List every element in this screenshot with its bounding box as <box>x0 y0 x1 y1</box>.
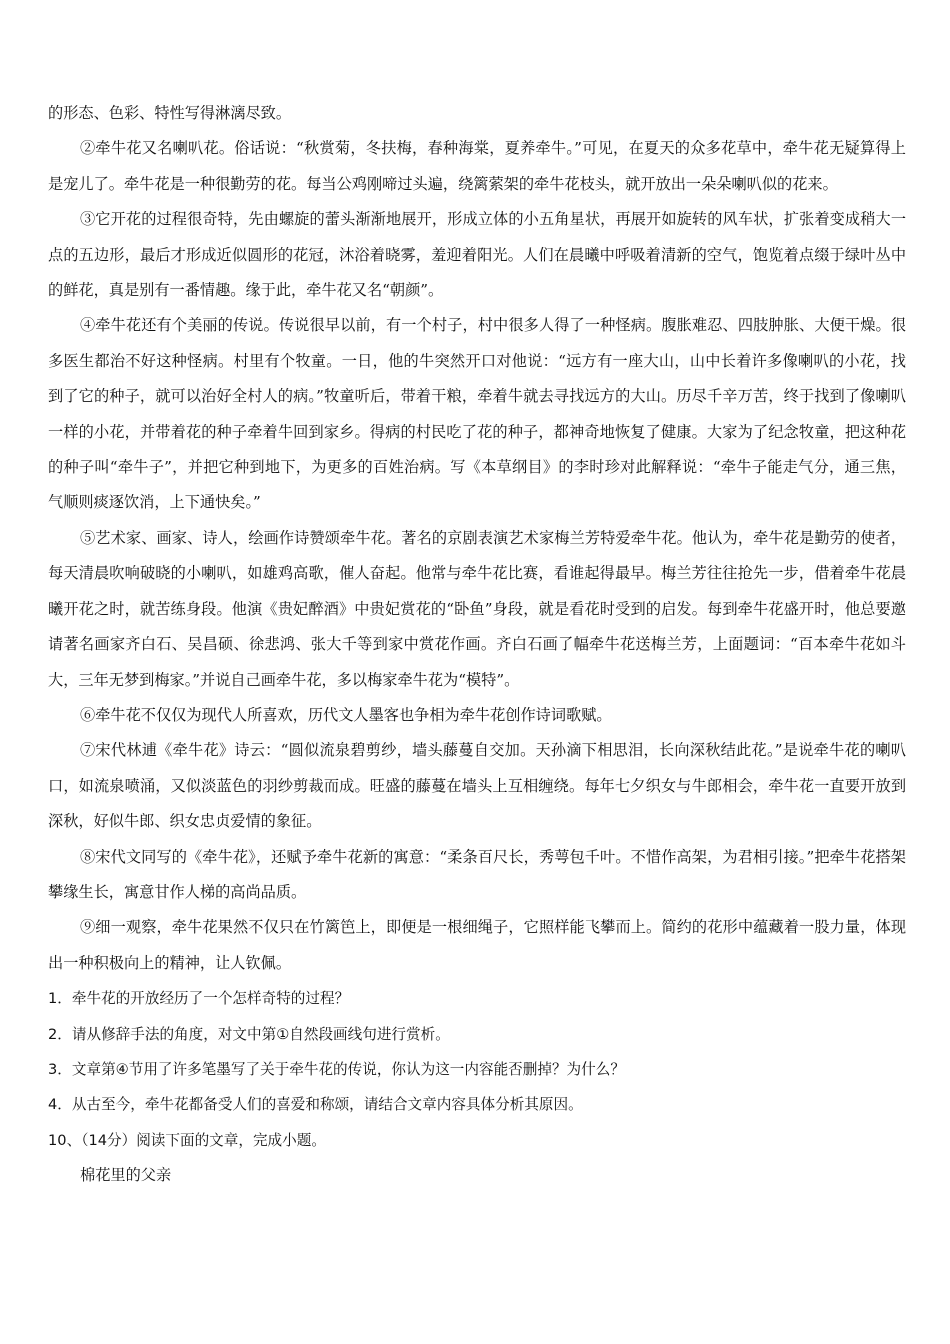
paragraph-4: ④牵牛花还有个美丽的传说。传说很早以前，有一个村子，村中很多人得了一种怪病。腹胀难忍、四肢肿胀、大便干燥。很多医生都治不好这种怪病。村里有个牧童。一日，他的牛突然开口对他说：“远方有一座大山，山中长着许多像喇叭的小花，找到了它的种子，就可以治好全村人的病。”牧童听后，带着干粮，牵着牛就去寻找远方的大山。历尽千辛万苦，终于找到了像喇叭一样的小花，并带着花的种子牵着牛回到家乡。得病的村民吃了花的种子，都神奇地恢复了健康。大家为了纪念牧童，把这种花的种子叫“牵牛子”，并把它种到地下，为更多的百姓治病。写《本草纲目》的李时珍对此解释说：“牵牛子能走气分，通三焦，气顺则痰逐饮消，上下通快矣。” <box>48 316 906 512</box>
paragraph-5: ⑤艺术家、画家、诗人，绘画作诗赞颂牵牛花。著名的京剧表演艺术家梅兰芳特爱牵牛花。他认为，牵牛花是勤劳的使者，每天清晨吹响破晓的小喇叭，如雄鸡高歌，催人奋起。他常与牵牛花比赛，看谁起得最早。梅兰芳往往抢先一步，借着牵牛花晨曦开花之时，就苦练身段。他演《贵妃醉酒》中贵妃赏花的“卧鱼”身段，就是看花时受到的启发。每到牵牛花盛开时，他总要邀请著名画家齐白石、吴昌硕、徐悲鸿、张大千等到家中赏花作画。齐白石画了幅牵牛花送梅兰芳，上面题词：“百本牵牛花如斗大，三年无梦到梅家。”并说自己画牵牛花，多以梅家牵牛花为“模特”。 <box>48 528 906 689</box>
document-page <box>48 96 906 1194</box>
paragraph-9: ⑨细一观察，牵牛花果然不仅只在竹篱笆上，即便是一根细绳子，它照样能飞攀而上。简约的花形中蕴藏着一股力量，体现出一种积极向上的精神，让人钦佩。 <box>48 918 906 972</box>
question-2: 2．请从修辞手法的角度，对文中第①自然段画线句进行赏析。 <box>48 1025 450 1043</box>
article-title: 棉花里的父亲 <box>80 1166 172 1185</box>
question-1: 1．牵牛花的开放经历了一个怎样奇特的过程？ <box>48 990 350 1008</box>
question-4: 4．从古至今，牵牛花都备受人们的喜爱和称颂，请结合文章内容具体分析其原因。 <box>48 1096 583 1114</box>
question-3: 3．文章第④节用了许多笔墨写了关于牵牛花的传说，你认为这一内容能否删掉？为什么？ <box>48 1060 625 1078</box>
paragraph-2: ②牵牛花又名喇叭花。俗话说：“秋赏菊，冬扶梅，春种海棠，夏养牵牛。”可见，在夏天的众多花草中，牵牛花无疑算得上是宠儿了。牵牛花是一种很勤劳的花。每当公鸡刚啼过头遍，绕篱萦架的牵牛花枝头，就开放出一朵朵喇叭似的花来。 <box>48 139 906 193</box>
paragraph-8: ⑧宋代文同写的《牵牛花》，还赋予牵牛花新的寓意：“柔条百尺长，秀萼包千叶。不惜作高架，为君相引接。”把牵牛花搭架攀缘生长，寓意甘作人梯的高尚品质。 <box>48 847 906 901</box>
paragraph-continuation: 的形态、色彩、特性写得淋漓尽致。 <box>48 104 291 122</box>
paragraph-7: ⑦宋代林逋《牵牛花》诗云：“圆似流泉碧剪纱，墙头藤蔓自交加。天孙滴下相思泪，长向深秋结此花。”是说牵牛花的喇叭口，如流泉喷涌，又似淡蓝色的羽纱剪裁而成。旺盛的藤蔓在墙头上互相缠绕。每年七夕织女与牛郎相会，牵牛花一直要开放到深秋，好似牛郎、织女忠贞爱情的象征。 <box>48 741 906 831</box>
paragraph-3: ③它开花的过程很奇特，先由螺旋的蕾头渐渐地展开，形成立体的小五角星状，再展开如旋转的风车状，扩张着变成稍大一点的五边形，最后才形成近似圆形的花冠，沐浴着晓雾，羞迎着阳光。人们在晨曦中呼吸着清新的空气，饱览着点缀于绿叶丛中的鲜花，真是别有一番情趣。缘于此，牵牛花又名“朝颜”。 <box>48 210 906 300</box>
section-heading: 10、（14分）阅读下面的文章，完成小题。 <box>48 1131 326 1149</box>
paragraph-6: ⑥牵牛花不仅仅为现代人所喜欢，历代文人墨客也争相为牵牛花创作诗词歌赋。 <box>80 705 612 724</box>
